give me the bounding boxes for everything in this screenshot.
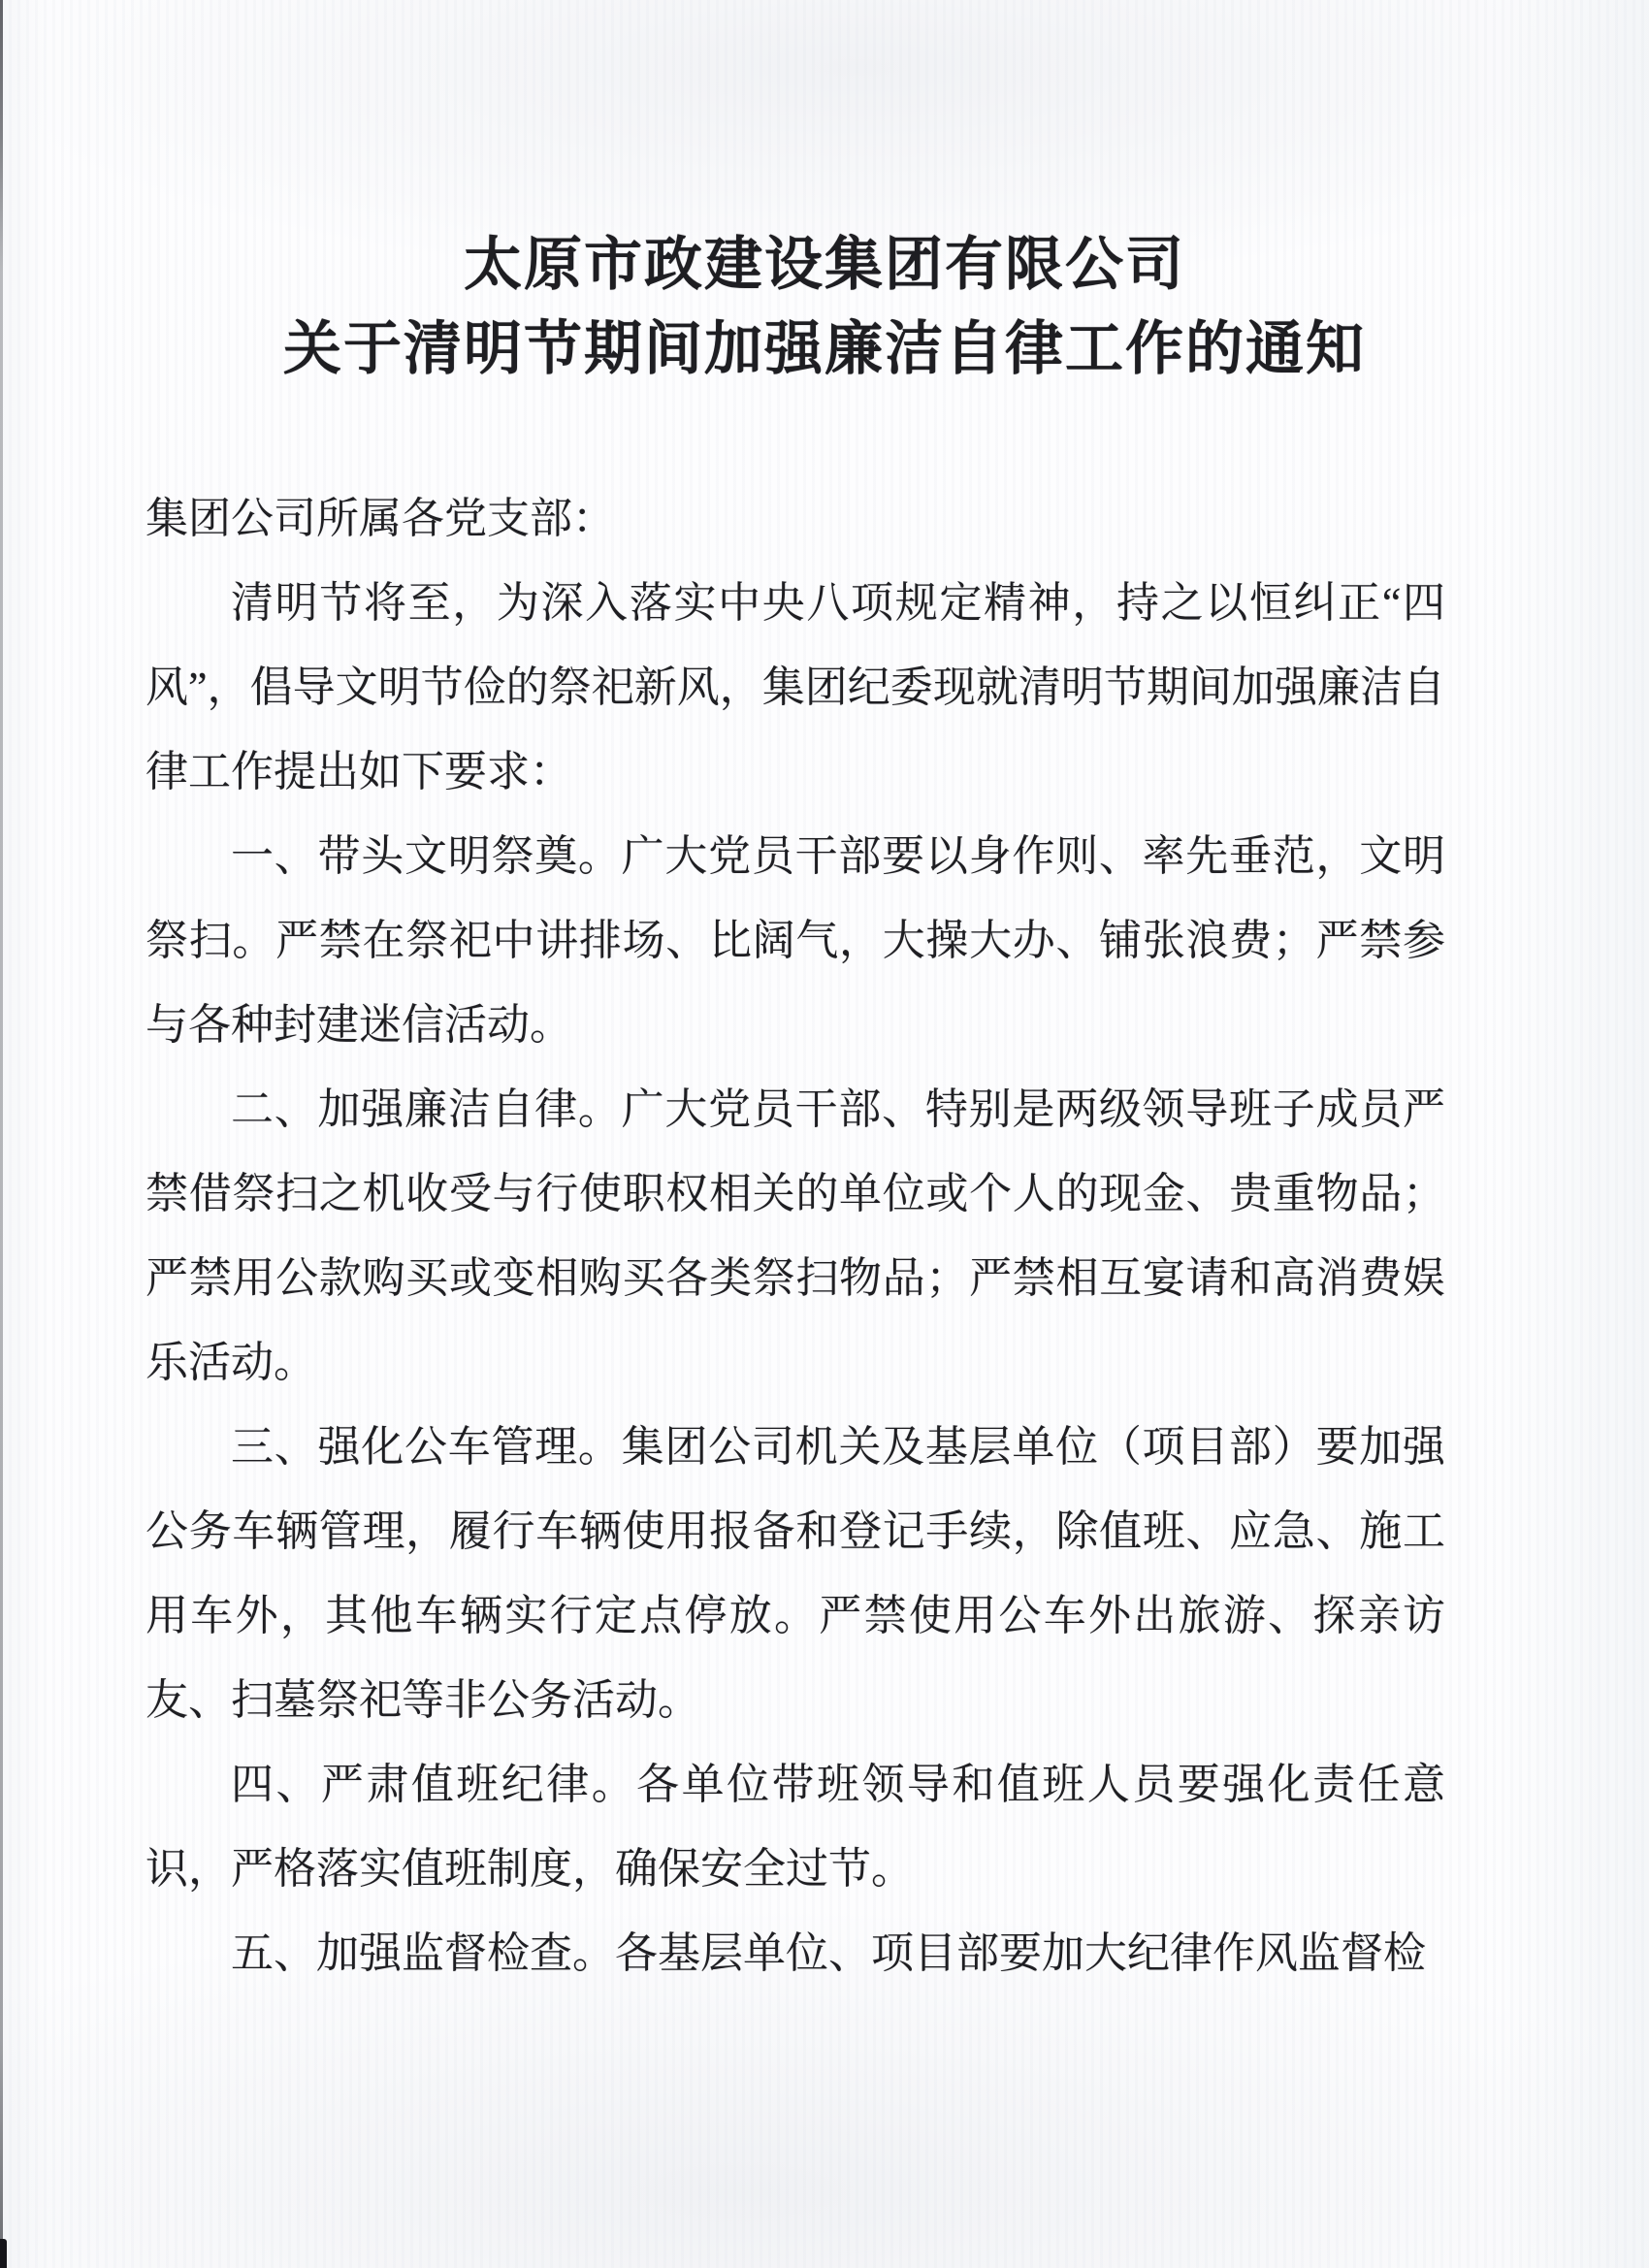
document-body — [146, 476, 1445, 1995]
body-paragraph: 四、严肃值班纪律。各单位带班领导和值班人员要强化责任意识，严格落实值班制度，确保安全过节。 — [146, 1761, 1445, 1893]
body-paragraph: 五、加强监督检查。各基层单位、项目部要加大纪律作风监督检 — [231, 1929, 1426, 1977]
body-paragraph: 二、加强廉洁自律。广大党员干部、特别是两级领导班子成员严禁借祭扫之机收受与行使职权相关的单位或个人的现金、贵重物品；严禁用公款购买或变相购买各类祭扫物品；严禁相互宴请和高消费娱乐活动。 — [146, 1085, 1445, 1386]
document-title — [0, 223, 1649, 392]
document-title-line-2: 关于清明节期间加强廉洁自律工作的通知 — [283, 317, 1366, 381]
scan-corner-mark — [0, 2239, 7, 2268]
salutation: 集团公司所属各党支部： — [146, 495, 615, 542]
paragraph-list — [146, 561, 1445, 1995]
body-paragraph: 清明节将至，为深入落实中央八项规定精神，持之以恒纠正“四风”，倡导文明节俭的祭祀新风，集团纪委现就清明节期间加强廉洁自律工作提出如下要求： — [146, 579, 1445, 795]
document-title-line-1: 太原市政建设集团有限公司 — [464, 233, 1185, 297]
body-paragraph: 三、强化公车管理。集团公司机关及基层单位（项目部）要加强公务车辆管理，履行车辆使用报备和登记手续，除值班、应急、施工用车外，其他车辆实行定点停放。严禁使用公车外出旅游、探亲访友、扫墓祭祀等非公务活动。 — [146, 1423, 1445, 1724]
body-paragraph: 一、带头文明祭奠。广大党员干部要以身作则、率先垂范，文明祭扫。严禁在祭祀中讲排场、比阔气，大操大办、铺张浪费；严禁参与各种封建迷信活动。 — [146, 832, 1445, 1049]
